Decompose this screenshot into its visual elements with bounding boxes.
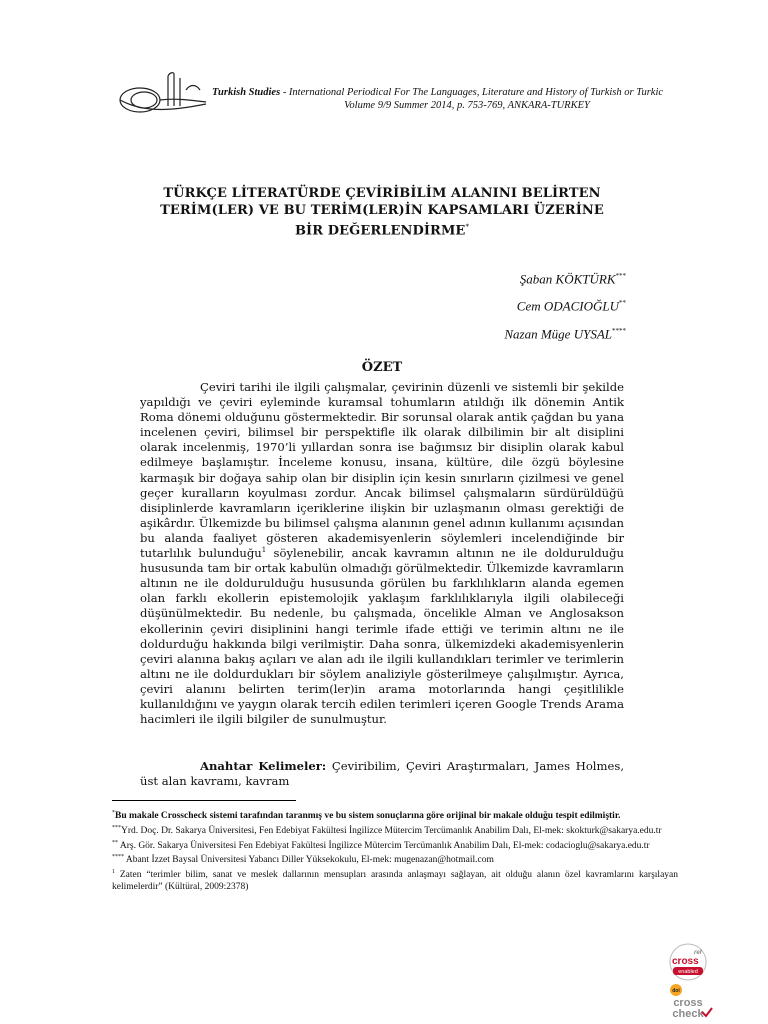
footnote-text: Arş. Gör. Sakarya Üniversitesi Fen Edebiyat Fakültesi İngilizce Mütercim Tercümanlık Anabilim Dalı, El-mek: codacioglu@sakarya.edu.tr <box>118 840 650 851</box>
author-3 <box>504 319 626 346</box>
crossref-enabled-badge-icon <box>664 942 712 982</box>
author-list <box>504 264 626 346</box>
crossref-enabled-text: enabled <box>678 969 698 975</box>
abstract-footnote-ref: 1 <box>261 546 267 555</box>
abstract-heading: ÖZET <box>361 360 403 375</box>
title-line-2: TERİM(LER) VE BU TERİM(LER)İN KAPSAMLARI ÜZERİNE <box>160 202 604 218</box>
author-2 <box>504 291 626 318</box>
footnote-mark: 1 <box>112 869 115 875</box>
crossref-ref-text: ref <box>694 950 702 956</box>
footnote-mark: ** <box>112 839 118 846</box>
doi-text: doi <box>672 988 680 994</box>
title-line-1: TÜRKÇE LİTERATÜRDE ÇEVİRİBİLİM ALANINI BELİRTEN <box>163 186 601 201</box>
crosscheck-cross-text: cross <box>673 997 703 1009</box>
author-footnote-mark: ** <box>619 299 626 308</box>
abstract-text-part-2: söylenebilir, ancak kavramın altının ne ile doldurulduğu hususunda tam bir ortak kabulün olmadığı görülmektedir. Ülkemizde kavramların altının ne ile doldurulduğu hususunda görülen bu farklılıkların alanda egemen olan farklı ekollerin epistemolojik yaklaşım farklılıklarıyla ilgili olabileceği düşünülmektedir. Bu nedenle, bu çalışmada, öncelikle Alman ve Anglosakson ekollerinin çeviri disiplinini hangi terimle ifade ettiği ve terimin altını ne ile doldurduğu hakkında bilgi verilmiştir. Daha sonra, ülkemizdeki akademisyenlerin çeviri alanına bakış açıları ve alan adı ile ilgili kullandıkları terimler ve terimlerin altını ne ile doldurdukları bir söylem analiziyle gösterilmeye çalışılmıştır. Ayrıca, çeviri alanını belirten terim(ler)in arama motorlarında hangi çeşitlilikle kullanıldığını ve yaygın olarak tercih edilen terimleri içeren Google Trends Arama hacimleri ile ilgili bilgiler de sunulmuştur. <box>140 546 624 727</box>
crosscheck-badge-icon <box>662 982 714 1022</box>
journal-name: Turkish Studies <box>212 87 281 98</box>
abstract-text-part-1: Çeviri tarihi ile ilgili çalışmalar, çevirinin düzenli ve sistemli bir şekilde yapıldığı ve çeviri eyleminde kuramsal tohumların atıldığı ilk dönemin Antik Roma dönemi olduğunu göstermektedir. Bir sorunsal olarak antik çağdan bu yana incelenen çeviri, bilimsel bir perspektifle ilk olarak dilbilimin bir alt disiplini olarak incelenmiş, 1970’li yıllardan sonra ise bağımsız bir disiplin olarak kabul edilmeye başlamıştır. İnceleme konusu, insana, kültüre, dile özgü böylesine karmaşık bir doğaya sahip olan bir disiplin için kesin sınırların çizilmesi ve genel geçer kuralların koyulması zordur. Ancak bilimsel çalışmaların sürdürüldüğü disiplinlerde kavramların içeriklerine ilişkin bir uzlaşmanın olması gerektiği de aşikârdır. Ülkemizde bu bilimsel çalışma alanının genel adının kullanımı açısından bu alanda faaliyet gösteren akademisyenlerin söylemleri incelendiğinde bir tutarlılık bulunduğu <box>140 380 624 561</box>
keywords-label: Anahtar Kelimeler: <box>200 759 327 773</box>
journal-volume: Volume 9/9 Summer 2014, p. 753-769, ANKARA-TURKEY <box>344 100 590 111</box>
footnotes <box>112 808 678 893</box>
footnote-1 <box>112 867 678 893</box>
footnote-author-1 <box>112 823 678 838</box>
author-name: Şaban KÖKTÜRK <box>519 271 616 287</box>
footnote-mark: * <box>112 810 115 816</box>
author-footnote-mark: *** <box>615 272 626 280</box>
footnote-author-3 <box>112 852 678 867</box>
footnote-text: Zaten “terimler bilim, sanat ve meslek dallarının mensupları arasında anlaşmayı sağlayan, ait olduğu alanın özel kavramlarını karşılayan kelimelerdir” (Kültüral, 2009:2378) <box>112 870 678 892</box>
footnote-text: Yrd. Doç. Dr. Sakarya Üniversitesi, Fen Edebiyat Fakültesi İngilizce Mütercim Tercümanlık Anabilim Dalı, El-mek: skokturk@sakarya.edu.tr <box>121 825 662 836</box>
author-1 <box>504 264 626 291</box>
crossref-cross-text: cross <box>672 956 699 967</box>
journal-subtitle: - International Periodical For The Languages, Literature and History of Turkish or Turkic <box>280 87 664 98</box>
author-name: Nazan Müge UYSAL <box>504 325 612 341</box>
journal-header <box>212 86 682 112</box>
keywords-text: Çeviribilim, Çeviri Araştırmaları, James Holmes, üst alan kavramı, kavram <box>140 759 625 789</box>
footnote-text: Abant İzzet Baysal Üniversitesi Yabancı Diller Yüksekokulu, El-mek: mugenazan@hotmail.com <box>124 855 494 866</box>
footnote-mark: *** <box>112 824 121 831</box>
footnote-divider <box>112 800 296 801</box>
footnote-crosscheck <box>112 808 678 823</box>
paper-title <box>140 186 624 240</box>
footnote-author-2 <box>112 838 678 853</box>
title-footnote-mark: * <box>465 223 470 231</box>
keywords <box>140 759 624 789</box>
footnote-mark: **** <box>112 854 124 861</box>
title-line-3: BİR DEĞERLENDİRME <box>294 223 466 239</box>
author-footnote-mark: **** <box>612 326 626 335</box>
author-name: Cem ODACIOĞLU <box>516 298 619 314</box>
journal-tughra-logo-icon <box>116 70 208 122</box>
crosscheck-check-text: check <box>672 1008 704 1020</box>
abstract-body <box>140 380 624 727</box>
footnote-text: Bu makale Crosscheck sistemi tarafından taranmış ve bu sistem sonuçlarına göre orijinal bir makale olduğu tespit edilmiştir. <box>115 811 621 822</box>
